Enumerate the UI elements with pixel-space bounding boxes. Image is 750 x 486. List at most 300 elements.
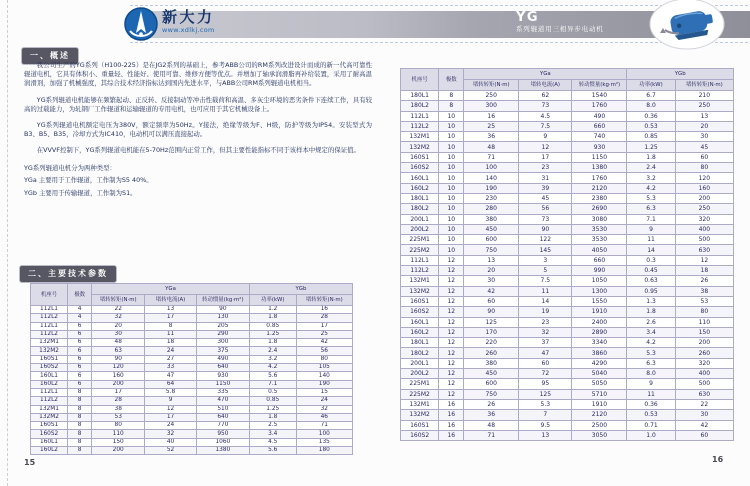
table-cell: 32 — [519, 327, 572, 337]
table-cell: 8 — [145, 322, 197, 330]
table-cell: 4.5 — [519, 111, 572, 121]
table-cell: 112L1 — [31, 306, 68, 314]
table-cell: 8 — [439, 91, 464, 101]
table-cell: 12 — [439, 296, 464, 306]
table-cell: 11 — [519, 286, 572, 296]
table-cell: 10 — [439, 163, 464, 173]
table-cell: 300 — [464, 101, 519, 111]
table-cell: 53 — [92, 413, 145, 421]
table-cell: 160S1 — [401, 420, 439, 430]
table-cell: 71 — [464, 152, 519, 162]
table-cell: 4 — [68, 306, 92, 314]
table-cell: 1150 — [196, 380, 249, 388]
table-cell: 132M2 — [401, 286, 439, 296]
table-cell: 130 — [196, 314, 249, 322]
table-cell: 13 — [519, 430, 572, 440]
table-row — [401, 410, 734, 420]
table-cell: 10 — [439, 224, 464, 234]
table-row — [401, 245, 734, 255]
table-cell: 5 — [519, 266, 572, 276]
table-row — [31, 372, 353, 380]
table-cell: 260 — [675, 348, 733, 358]
table-cell: 27 — [145, 355, 197, 363]
table-cell: 12 — [145, 405, 197, 413]
table-cell: 17 — [519, 152, 572, 162]
table-cell: 132M2 — [31, 347, 68, 355]
table-cell: 132M1 — [401, 399, 439, 409]
table-cell: 8 — [68, 413, 92, 421]
table-cell: 112L1 — [31, 388, 68, 396]
table-cell: 490 — [196, 355, 249, 363]
table-row — [31, 306, 353, 314]
column-header-poles: 极数 — [439, 69, 464, 91]
table-cell: 110 — [675, 317, 733, 327]
table-cell: 260 — [464, 348, 519, 358]
table-cell: 12 — [439, 379, 464, 389]
table-cell: 6.3 — [627, 358, 675, 368]
table-row — [401, 317, 734, 327]
table-cell: 10 — [439, 245, 464, 255]
table-cell: 26 — [675, 276, 733, 286]
table-cell: 4.2 — [249, 364, 296, 372]
table-cell: 42 — [464, 286, 519, 296]
table-cell: 17 — [92, 388, 145, 396]
table-cell: 10 — [439, 111, 464, 121]
table-row — [31, 397, 353, 405]
table-cell: 112L1 — [401, 255, 439, 265]
table-cell: 10 — [439, 121, 464, 131]
table-cell: 36 — [464, 410, 519, 420]
table-cell: 95 — [519, 379, 572, 389]
table-cell: 132M2 — [401, 142, 439, 152]
table-row — [401, 327, 734, 337]
table-cell: 1380 — [572, 163, 627, 173]
table-cell: 180L1 — [401, 193, 439, 203]
table-cell: 950 — [196, 430, 249, 438]
paragraph: 在VVVF控制下，YG系列辊道电机能在5-70Hz范围内正常工作，但其主要性能指标不同于该样本中规定的保证值。 — [36, 146, 360, 155]
table-cell: 56 — [296, 347, 352, 355]
table-row — [401, 369, 734, 379]
table-cell: 100 — [464, 163, 519, 173]
table-cell: 90 — [196, 306, 249, 314]
table-row — [401, 224, 734, 234]
table-row — [31, 322, 353, 330]
table-cell: 6 — [68, 339, 92, 347]
table-cell: 0.36 — [627, 111, 675, 121]
table-cell: 47 — [145, 372, 197, 380]
table-row — [31, 314, 353, 322]
table-row — [401, 286, 734, 296]
column-subheader: 功率(kW) — [627, 80, 675, 91]
table-cell: 5.8 — [145, 388, 197, 396]
paragraph: YG系列辊道电机分为两种类型： — [24, 163, 116, 172]
table-row — [31, 447, 353, 455]
table-cell: 132M2 — [31, 413, 68, 421]
table-cell: 132M2 — [401, 410, 439, 420]
table-cell: 1.3 — [627, 296, 675, 306]
table-cell: 31 — [519, 173, 572, 183]
table-cell: 200 — [92, 447, 145, 455]
table-cell: 8 — [439, 101, 464, 111]
table-cell: 10 — [439, 152, 464, 162]
table-cell: 0.45 — [627, 266, 675, 276]
table-cell: 12 — [439, 389, 464, 399]
table-cell: 320 — [675, 214, 733, 224]
table-cell: 112L1 — [31, 322, 68, 330]
table-cell: 60 — [675, 430, 733, 440]
table-cell: 230 — [464, 193, 519, 203]
table-cell: 990 — [572, 266, 627, 276]
table-cell: 38 — [675, 286, 733, 296]
table-cell: 12 — [439, 327, 464, 337]
table-cell: 930 — [196, 372, 249, 380]
table-row — [401, 132, 734, 142]
table-row — [31, 413, 353, 421]
table-row — [401, 183, 734, 193]
column-subheader: 转动惯量(kg·m²) — [196, 295, 249, 306]
table-cell: 80 — [675, 163, 733, 173]
logo-website: www.xdlkj.com — [162, 26, 215, 34]
table-row — [401, 276, 734, 286]
table-cell: 10 — [439, 214, 464, 224]
table-cell: 30 — [675, 132, 733, 142]
table-cell: 45 — [675, 142, 733, 152]
table-cell: 1300 — [572, 286, 627, 296]
table-cell: 180 — [296, 447, 352, 455]
table-cell: 10 — [439, 173, 464, 183]
table-cell: 190 — [296, 380, 352, 388]
table-row — [31, 330, 353, 338]
table-cell: 450 — [464, 224, 519, 234]
table-cell: 600 — [464, 235, 519, 245]
table-cell: 0.85 — [249, 322, 296, 330]
table-cell: 3.4 — [627, 327, 675, 337]
table-row — [401, 163, 734, 173]
table-cell: 1150 — [572, 152, 627, 162]
table-cell: 160L2 — [31, 380, 68, 388]
table-cell: 12 — [439, 358, 464, 368]
table-cell: 400 — [675, 224, 733, 234]
table-cell: 60 — [675, 152, 733, 162]
table-cell: 39 — [519, 183, 572, 193]
table-row — [401, 91, 734, 101]
table-cell: 8.0 — [627, 101, 675, 111]
table-cell: 10 — [439, 235, 464, 245]
table-cell: 6 — [68, 322, 92, 330]
table-row — [401, 379, 734, 389]
table-cell: 7.1 — [249, 380, 296, 388]
table-cell: 7.5 — [519, 276, 572, 286]
table-cell: 16 — [439, 410, 464, 420]
table-cell: 0.53 — [627, 121, 675, 131]
table-cell: 6 — [68, 372, 92, 380]
table-cell: 145 — [519, 245, 572, 255]
table-cell: 290 — [196, 330, 249, 338]
table-cell: 48 — [464, 420, 519, 430]
table-cell: 200L2 — [401, 369, 439, 379]
paragraph: YG系列辊道电机额定电压为380V，额定频率为50Hz。Y接法，绝缘等级为F、H级，防护等级为IP54。安装型式为B3、B5、B35，冷却方式为IC410，电动机可以满压直接起动。 — [24, 121, 372, 139]
table-cell: 60 — [464, 296, 519, 306]
table-cell: 100 — [296, 430, 352, 438]
table-cell: 660 — [572, 121, 627, 131]
table-cell: 1.8 — [249, 413, 296, 421]
paragraph: 我公司生产的YG系列（H100-225）是在JG2系列的基础上，参考ABB公司的RM系列改进设计而成的新一代高可靠性辊道电机，它具有体积小、重量轻、性能好、使用可靠、维修方便等优点。并增加了轴承润滑脂再补给装置，采用了耐高温润滑剂，加强了机械强度，其综合技术经济指标达到国内先进水平，与ABB公司RM系列辊道电机相当。 — [24, 61, 372, 88]
table-row — [401, 266, 734, 276]
table-cell: 48 — [92, 339, 145, 347]
table-cell: 25 — [296, 330, 352, 338]
overview-text-block — [24, 61, 372, 200]
table-cell: 36 — [464, 132, 519, 142]
table-cell: 160L2 — [401, 183, 439, 193]
table-cell: 200L1 — [401, 358, 439, 368]
table-cell: 14 — [519, 296, 572, 306]
table-cell: 160L1 — [401, 317, 439, 327]
table-cell: 30 — [464, 276, 519, 286]
table-row — [31, 405, 353, 413]
table-cell: 18 — [675, 266, 733, 276]
table-cell: 200 — [675, 338, 733, 348]
table-cell: 112L2 — [401, 266, 439, 276]
table-cell: 380 — [464, 358, 519, 368]
column-subheader: 堵转转矩(N·m) — [296, 295, 352, 306]
table-cell: 132M1 — [31, 405, 68, 413]
table-cell: 28 — [92, 397, 145, 405]
table-cell: 8 — [68, 405, 92, 413]
section-title-overview: 一、概述 — [22, 48, 78, 64]
table-cell: 6 — [68, 330, 92, 338]
table-cell: 42 — [675, 420, 733, 430]
table-cell: 180L2 — [401, 101, 439, 111]
table-cell: 205 — [196, 322, 249, 330]
table-cell: 170 — [464, 327, 519, 337]
page-number-left: 15 — [24, 458, 36, 467]
table-cell: 1.8 — [249, 339, 296, 347]
table-cell: 112L2 — [31, 397, 68, 405]
company-logo — [124, 7, 215, 41]
table-cell: 20 — [464, 266, 519, 276]
table-cell: 18 — [145, 339, 197, 347]
table-cell: 32 — [296, 405, 352, 413]
table-cell: 11 — [627, 389, 675, 399]
table-cell: 335 — [196, 388, 249, 396]
table-cell: 17 — [145, 314, 197, 322]
table-row — [401, 101, 734, 111]
table-cell: 5050 — [572, 379, 627, 389]
table-row — [401, 111, 734, 121]
table-cell: 180L1 — [401, 91, 439, 101]
table-cell: 160L2 — [401, 327, 439, 337]
table-cell: 6 — [68, 364, 92, 372]
column-header-poles: 极数 — [68, 284, 92, 306]
table-cell: 160S1 — [401, 296, 439, 306]
table-cell: 450 — [464, 369, 519, 379]
table-cell: 225M2 — [401, 245, 439, 255]
table-cell: 0.71 — [627, 420, 675, 430]
series-subtitle: 系列辊道用三相异步电动机 — [516, 25, 604, 33]
table-cell: 200 — [675, 193, 733, 203]
table-cell: 660 — [572, 255, 627, 265]
spec-table-left — [30, 283, 353, 455]
table-row — [401, 420, 734, 430]
paragraph: YGb 主要用于传输辊道，工作制为S1。 — [24, 188, 137, 197]
table-cell: 120 — [675, 173, 733, 183]
column-subheader: 功率(kW) — [249, 295, 296, 306]
table-cell: 190 — [464, 183, 519, 193]
table-cell: 3530 — [572, 224, 627, 234]
table-cell: 160L2 — [31, 447, 68, 455]
table-cell: 13 — [145, 306, 197, 314]
table-cell: 500 — [675, 235, 733, 245]
table-cell: 4 — [68, 314, 92, 322]
table-cell: 180L2 — [401, 204, 439, 214]
table-cell: 0.95 — [627, 286, 675, 296]
table-cell: 600 — [464, 379, 519, 389]
table-cell: 3.2 — [249, 355, 296, 363]
table-cell: 2.4 — [249, 347, 296, 355]
table-cell: 90 — [464, 307, 519, 317]
table-cell: 930 — [572, 142, 627, 152]
table-cell: 17 — [145, 413, 197, 421]
table-row — [31, 364, 353, 372]
table-cell: 8 — [68, 388, 92, 396]
table-row — [401, 307, 734, 317]
table-cell: 38 — [92, 405, 145, 413]
table-row — [401, 348, 734, 358]
table-cell: 37 — [519, 338, 572, 348]
table-row — [401, 235, 734, 245]
table-cell: 125 — [464, 317, 519, 327]
table-cell: 45 — [519, 193, 572, 203]
table-cell: 375 — [196, 347, 249, 355]
table-cell: 125 — [519, 389, 572, 399]
table-cell: 4.2 — [627, 338, 675, 348]
table-cell: 20 — [675, 121, 733, 131]
table-cell: 2890 — [572, 327, 627, 337]
table-cell: 210 — [675, 91, 733, 101]
table-cell: 2690 — [572, 204, 627, 214]
table-cell: 0.3 — [627, 255, 675, 265]
table-cell: 33 — [145, 364, 197, 372]
table-cell: 2.5 — [249, 422, 296, 430]
table-cell: 160L1 — [31, 372, 68, 380]
series-title: YG — [516, 10, 540, 25]
table-cell: 60 — [519, 358, 572, 368]
table-cell: 132M1 — [401, 132, 439, 142]
table-cell: 20 — [92, 322, 145, 330]
page-number-right: 16 — [712, 455, 724, 464]
table-cell: 15 — [296, 388, 352, 396]
table-cell: 12 — [439, 255, 464, 265]
column-subheader: 堵转转矩(N·m) — [675, 80, 733, 91]
table-cell: 8 — [68, 447, 92, 455]
table-cell: 12 — [439, 317, 464, 327]
table-cell: 12 — [519, 142, 572, 152]
table-cell: 160L1 — [31, 438, 68, 446]
table-cell: 3530 — [572, 235, 627, 245]
table-cell: 770 — [196, 422, 249, 430]
table-cell: 1380 — [196, 447, 249, 455]
table-row — [401, 204, 734, 214]
table-cell: 52 — [145, 447, 197, 455]
column-subheader: 转动惯量(kg·m²) — [572, 80, 627, 91]
table-cell: 5710 — [572, 389, 627, 399]
table-cell: 160S2 — [401, 307, 439, 317]
table-cell: 2500 — [572, 420, 627, 430]
table-cell: 4.2 — [627, 183, 675, 193]
table-cell: 140 — [296, 372, 352, 380]
table-cell: 64 — [145, 380, 197, 388]
table-cell: 26 — [464, 399, 519, 409]
table-row — [401, 399, 734, 409]
table-cell: 47 — [519, 348, 572, 358]
table-cell: 500 — [675, 379, 733, 389]
table-cell: 0.53 — [627, 410, 675, 420]
table-cell: 90 — [519, 224, 572, 234]
table-cell: 200 — [92, 380, 145, 388]
table-cell: 122 — [519, 235, 572, 245]
table-cell: 1.2 — [249, 306, 296, 314]
column-header-yga-group: YGa — [464, 69, 627, 80]
table-cell: 0.5 — [249, 388, 296, 396]
table-cell: 1760 — [572, 173, 627, 183]
table-row — [401, 296, 734, 306]
table-cell: 73 — [519, 101, 572, 111]
table-cell: 105 — [296, 364, 352, 372]
table-cell: 740 — [572, 132, 627, 142]
table-cell: 23 — [519, 163, 572, 173]
table-cell: 1.8 — [627, 307, 675, 317]
table-row — [401, 121, 734, 131]
table-cell: 180L2 — [401, 348, 439, 358]
table-row — [401, 338, 734, 348]
table-cell: 16 — [439, 399, 464, 409]
table-cell: 24 — [296, 397, 352, 405]
table-cell: 3050 — [572, 430, 627, 440]
table-cell: 160 — [92, 372, 145, 380]
table-cell: 1910 — [572, 399, 627, 409]
table-row — [31, 355, 353, 363]
table-cell: 10 — [439, 183, 464, 193]
table-row — [31, 339, 353, 347]
column-subheader: 堵转电流(A) — [519, 80, 572, 91]
table-cell: 4290 — [572, 358, 627, 368]
table-cell: 120 — [92, 364, 145, 372]
table-cell: 16 — [296, 306, 352, 314]
table-cell: 63 — [92, 347, 145, 355]
paragraph: YGa 主要用于工作辊道，工作制为S5 40%。 — [24, 176, 153, 185]
table-cell: 2380 — [572, 193, 627, 203]
table-row — [401, 389, 734, 399]
table-cell: 53 — [675, 296, 733, 306]
table-cell: 12 — [439, 307, 464, 317]
table-row — [401, 193, 734, 203]
table-cell: 42 — [296, 339, 352, 347]
table-row — [31, 347, 353, 355]
scan-edge-mark — [7, 0, 8, 486]
table-cell: 12 — [675, 255, 733, 265]
table-cell: 160S1 — [31, 422, 68, 430]
series-title-block — [516, 11, 604, 33]
table-cell: 3 — [519, 255, 572, 265]
table-cell: 30 — [675, 410, 733, 420]
table-cell: 3.2 — [627, 173, 675, 183]
column-subheader: 堵转转矩(N·m) — [464, 80, 519, 91]
table-cell: 90 — [92, 355, 145, 363]
table-cell: 2.4 — [627, 163, 675, 173]
table-cell: 8 — [68, 422, 92, 430]
table-cell: 320 — [675, 358, 733, 368]
table-cell: 200L2 — [401, 224, 439, 234]
